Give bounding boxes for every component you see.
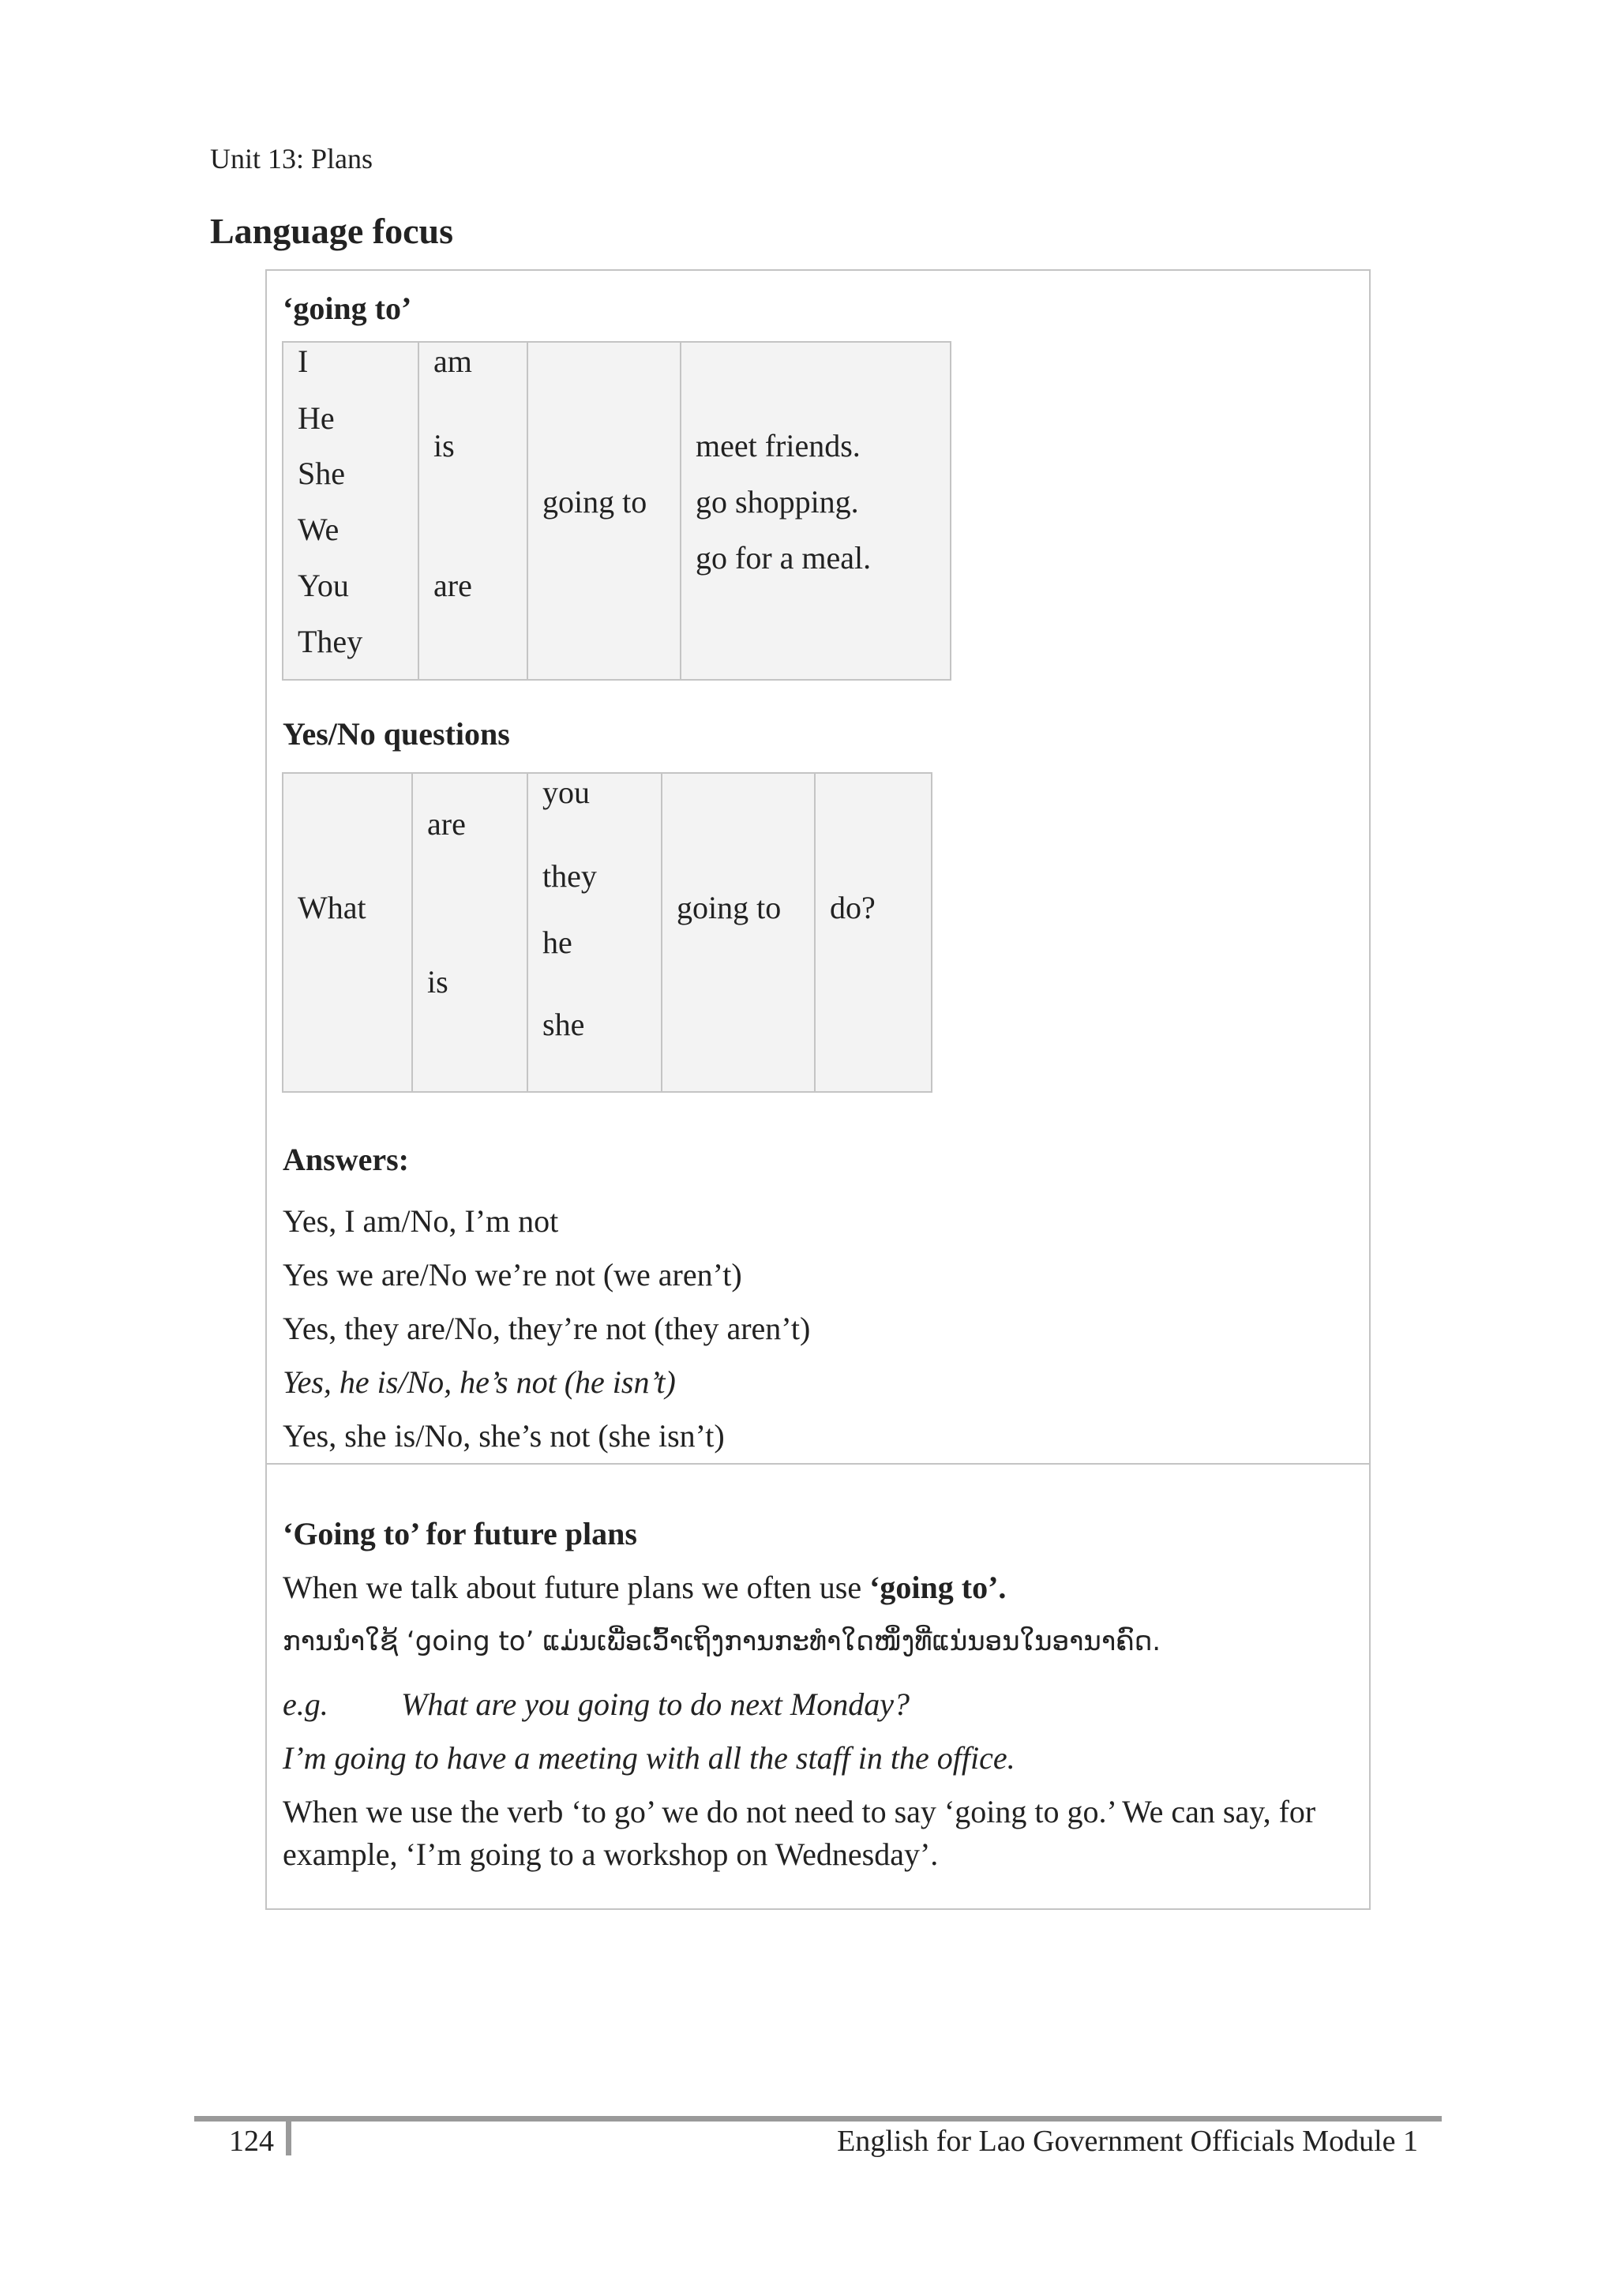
questions-heading: Yes/No questions <box>283 716 510 752</box>
question-phrase: going to <box>677 890 782 925</box>
lao-explanation: ການນຳໃຊ້ ‘going to’ ແມ່ນເພື່ອເວົ້າເຖິງການກະທຳໃດໜຶ່ງທີ່ແນ່ນອນໃນອານາຄົດ. <box>283 1626 1161 1657</box>
eg-label: e.g. <box>283 1686 328 1722</box>
subject: You <box>298 568 349 603</box>
running-head: Unit 13: Plans <box>210 143 373 174</box>
questions-table <box>282 772 932 1093</box>
answer-line: Yes, he is/No, he’s not (he isn’t) <box>283 1364 676 1400</box>
question-verb: are <box>427 806 466 842</box>
question-subject: they <box>542 858 597 894</box>
footer-tick <box>286 2116 291 2155</box>
phrase: going to <box>542 484 647 520</box>
page-number: 124 <box>229 2125 274 2158</box>
going-to-table <box>282 341 951 681</box>
subject: She <box>298 456 345 491</box>
example-sentence: I’m going to have a meeting with all the staff in the office. <box>283 1740 1015 1776</box>
section-title: Language focus <box>210 211 453 251</box>
subject-cell <box>283 342 418 680</box>
wh-word-cell <box>283 773 412 1092</box>
verb: is <box>433 428 455 463</box>
future-plans-heading: ‘Going to’ for future plans <box>283 1516 637 1551</box>
completion: go for a meal. <box>696 540 872 576</box>
question-subject: you <box>542 775 590 810</box>
subject: I <box>298 343 309 379</box>
question-subject: he <box>542 925 572 960</box>
verb: am <box>433 343 472 379</box>
box-divider <box>267 1463 1369 1465</box>
question-verb: is <box>427 964 448 1000</box>
completion-cell <box>681 342 951 680</box>
note-line: example, ‘I’m going to a workshop on Wednesday’. <box>283 1836 939 1872</box>
page-footer <box>194 2116 1442 2171</box>
intro-emphasis: ‘going to’. <box>869 1570 1007 1605</box>
intro-text: When we talk about future plans we often use <box>283 1570 870 1605</box>
note-line: When we use the verb ‘to go’ we do not need to say ‘going to go.’ We can say, for <box>283 1794 1316 1829</box>
answer-line: Yes we are/No we’re not (we aren’t) <box>283 1257 742 1292</box>
footer-rule <box>194 2116 1442 2122</box>
subject: He <box>298 400 335 436</box>
phrase-cell <box>527 342 681 680</box>
question-phrase-cell <box>662 773 815 1092</box>
wh-word: What <box>298 890 366 925</box>
future-plans-intro <box>283 1569 1006 1606</box>
question-verb-cell <box>412 773 527 1092</box>
answer-line: Yes, she is/No, she’s not (she isn’t) <box>283 1418 725 1454</box>
question-ending: do? <box>830 890 876 925</box>
verb-cell <box>418 342 527 680</box>
answers-heading: Answers: <box>283 1142 409 1177</box>
completion: go shopping. <box>696 484 859 520</box>
language-focus-box <box>265 269 1371 1910</box>
subject: We <box>298 512 340 547</box>
question-ending-cell <box>815 773 932 1092</box>
subject: They <box>298 624 363 659</box>
question-subject: she <box>542 1007 585 1042</box>
answer-line: Yes, I am/No, I’m not <box>283 1203 559 1239</box>
footer-title: English for Lao Government Officials Module 1 <box>837 2125 1418 2158</box>
verb: are <box>433 568 472 603</box>
question-subject-cell <box>527 773 662 1092</box>
answer-line: Yes, they are/No, they’re not (they aren’t) <box>283 1311 811 1346</box>
completion: meet friends. <box>696 428 861 463</box>
going-to-heading: ‘going to’ <box>283 291 412 326</box>
example-sentence: What are you going to do next Monday? <box>401 1686 910 1722</box>
